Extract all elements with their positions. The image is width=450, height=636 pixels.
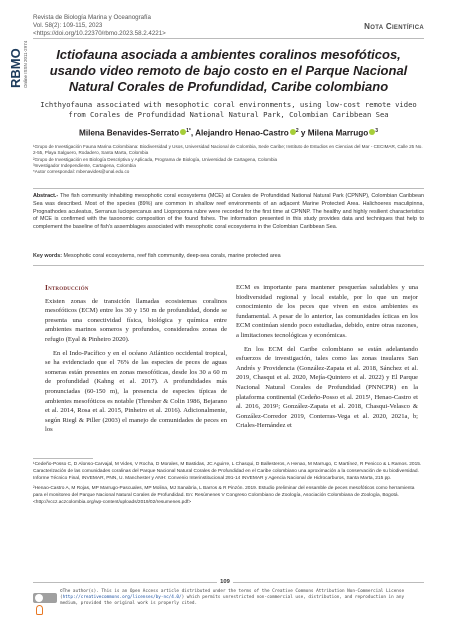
affiliation: ¹Grupo de Investigación Fauna Marina Colombiana: Biodiversidad y Usos, Universidad Nacional de Colombia, Sede Caribe; Instituto de Estudios en Ciencias del Mar - CECIMAR, Calle 25 No. 2-55, Playa Salguero, Rodadero, Santa Marta, Colombia [33, 144, 423, 156]
footnotes [33, 462, 424, 509]
author-sup: 2 [295, 128, 299, 134]
section-heading: Introducción [45, 283, 89, 292]
creative-commons-icon[interactable] [33, 593, 57, 603]
open-access-icon [36, 605, 43, 615]
author-name: Milena Marrugo [307, 128, 369, 138]
body-paragraph: En el Indo-Pacífico y en el océano Atlántico occidental tropical, se ha evidenciado que el 76% de las especies de peces de aguas someras están presentes en zonas mesofóticas, desde los 30 a 60 m de profundidad (Kahng et al. 2017). A profundidades más pronunciadas (60-150 m), la presencia de especies típicas de ambientes mesofóticos es notable (Thresher & Colin 1986, Bejarano et al. 2014, Rosa et al. 2015, Pinheiro et al. 2016). Adicionalmente, según Riegl & Piller (2003) el manejo de comunidades de peces en los [45, 349, 227, 434]
abstract-divider-top [33, 188, 424, 189]
keywords-text: Mesophotic coral ecosystems, reef fish community, deep-sea corals, marine protected area [62, 253, 281, 259]
article-title: Ictiofauna asociada a ambientes coralinos mesofóticos, usando video remoto de bajo costo en el Parque Nacional Natural Corales de Profundidad, Caribe colombiano [49, 47, 408, 94]
journal-header [33, 14, 166, 39]
article-subtitle: Ichthyofauna associated with mesophotic coral environments, using low-cost remote video from Corales de Profundidad National Natural Park, Colombian Caribbean Sea [40, 100, 417, 119]
page-number: 109 [217, 579, 233, 585]
author-separator: y [298, 128, 308, 138]
footnote: ²Henao-Castro A, M Rojas, MP Marrugo-Pascuales, MP Molina, MJ Sanabria, L Barros & R Pinzón. 2019. Estudio preliminar del ensamble de peces mesofóticos como herramienta para el monitoreo del Parque Nacional Natural Corales de Profundidad. En: Resúmenes V Congreso Colombiano de Zoología, Asociación Colombiana de Zoología, Bogotá. <http://vccz.aczcolombia.org/wp-content/uploads/2019/02/resumenes.pdf> [33, 485, 415, 505]
header-divider [33, 38, 424, 39]
journal-name: Revista de Biología Marina y Oceanografía [33, 14, 151, 21]
body-column-left [45, 283, 227, 439]
rbmo-logo: RBMO [8, 48, 23, 88]
author-sup: 1* [186, 128, 191, 134]
keywords-label: Key words: [33, 253, 63, 259]
issn-line: Online ISSN 2011-2974 [23, 40, 28, 88]
license-text-end: ) which permits unrestricted non-commercial use, distribution, and reproduction in any medium, provided the original work is properly cited. [60, 595, 405, 607]
body-column-right [236, 283, 418, 435]
author-name: Alejandro Henao-Castro [195, 128, 289, 138]
author-separator: , [190, 128, 196, 138]
footnote: ¹Cedeño-Posso C, D Alonso-Carvajal, M Vides, V Rocha, D Morales, M Bastidas, JC Aguirre, L Chasqui, D Ballesteros, A Henao, M Marrugo, C Martínez, R Penicco & L Ramos. 2015. Caracterización de las comunidades coralinas del Parque Nacional Natural Corales de Profundidad en el Caribe colombiano una aproximación a la conservación de su biodiversidad. Informe Técnico Final, INVEMAR, PNN, U. Manchester y ANH: Convenio Interinstitucional 291-14 INVEMAR y Agencia Nacional de Hidrocarburos, Santa Marta, 215 pp. [33, 462, 422, 481]
affiliation: ²Grupo de Investigación en Biología Descriptiva y Aplicada, Programa de Biología, Universidad de Cartagena, Colombia [33, 156, 278, 162]
abstract-divider-bottom [33, 265, 424, 266]
author-name: Milena Benavides-Serrato [79, 128, 180, 138]
body-paragraph: Existen zonas de transición llamadas ecosistemas coralinos mesofóticos (ECM) entre los 30 y 150 m de profundidad, donde se presenta una conectividad física, biológica y química entre ambientes marinos someros y profundos, considerados zonas de refugio (Eyal & Pinheiro 2020). [45, 297, 227, 343]
abstract [33, 193, 424, 232]
section-tag: Nota Científica [364, 22, 424, 31]
license-link[interactable]: http://creativecommons.org/licenses/by-nc/4.0/ [62, 595, 182, 601]
abstract-text: The fish community inhabiting mesophotic coral ecosystems (MCE) at Corales de Profundidad National Natural Park (CPNNP), Colombian Caribbean Sea was described. Most of the species (89%) are common in shallow reef environments of an adjacent Marine Protected Area. Halichoeres maculipinna, Prognathodes aculeatus, Serranus luciopercanus and Liopropoma rubre were recorded for the first time at CPNNP. The healthy and highly resilient characteristics of MCE is confirmed with the taxonomic composition of the found fishes. The information presented in this study provides data and techniques that help to complement the baseline of fish's assemblages associated with mesophotic coral ecosystems in the Colombian Caribbean Sea. [33, 193, 424, 231]
journal-volume: Vol. 58(2): 109-115, 2023 [33, 22, 103, 30]
keywords [33, 253, 424, 259]
side-journal-mark [8, 28, 28, 98]
license-text-start: ©The author(s). This is an Open Access article distributed under the terms of the Creative Commons Attribution Non-Commercial License ( [60, 589, 405, 601]
author-list [33, 128, 424, 138]
page-number-wrap [0, 579, 450, 585]
corresponding-author: *Autor correspondal: mbenavides@unal.edu.co [33, 169, 130, 175]
body-paragraph: En los ECM del Caribe colombiano se están adelantando esfuerzos de investigación, tales como las zonas insulares San Andrés y Providencia (González-Zapata et al. 2018, Sánchez et al. 2019, Chasqui et al. 2020, Mejía-Quintero et al. 2022) y El Parque Nacional Natural Corales de Profundidad (PNNCPR) en la plataforma continental (Cedeño-Posso et al. 2015¹, Henao-Castro et al. 2016, 2019²; González-Zapata et al. 2018, Chasqui-Velasco & González-Corredor 2019, Conterras-Vega et al. 2020, 2021a, b; Criales-Hernández et [236, 345, 418, 430]
journal-doi-link[interactable]: <https://doi.org/10.22370/rbmo.2023.58.2.4221> [33, 30, 166, 38]
affiliation: ³Investigador Independiente, Cartagena, Colombia [33, 162, 136, 168]
footnote-divider [33, 458, 93, 459]
body-paragraph: ECM es importante para mantener pesquerías saludables y una biodiversidad regional y local estable, por lo que un mejor conocimiento de los peces que viven en estos ambientes es fundamental. A pesar de lo anterior, las comunidades ícticas en los ECM continúan siendo poco estudiadas, debido, entre otras razones, a limitaciones tecnológicas y económicas. [236, 284, 418, 339]
license-text [60, 589, 424, 608]
affiliations [33, 144, 424, 175]
abstract-label: Abstract.- [33, 193, 59, 199]
author-sup: 3 [375, 128, 378, 134]
